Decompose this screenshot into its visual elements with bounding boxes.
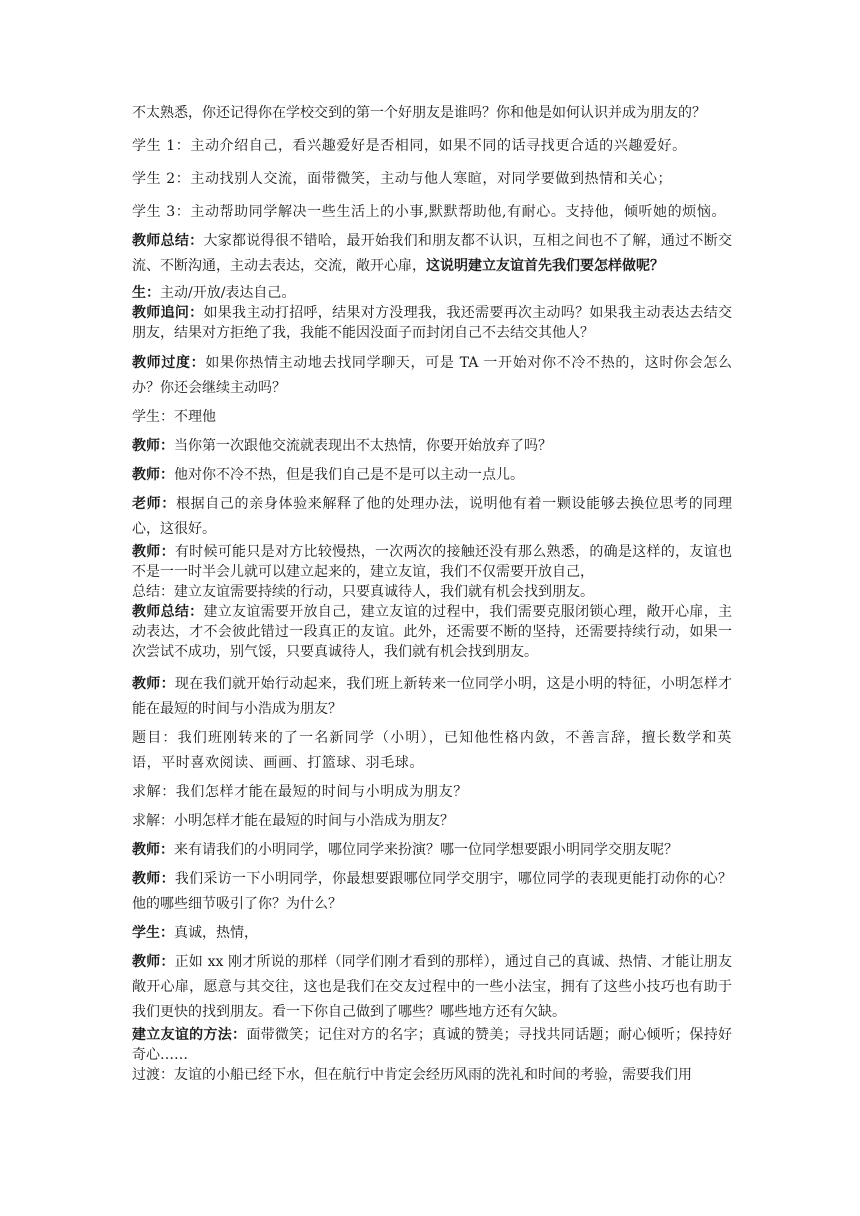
paragraph-teacher-2: 教师：他对你不冷不热，但是我们自己是不是可以主动一点儿。	[132, 467, 524, 483]
paragraph-methods: 建立友谊的方法：面带微笑；记住对方的名字；真诚的赞美；寻找共同话题；耐心倾听；保持好奇心……	[132, 1027, 733, 1063]
speaker-label: 教师：	[132, 954, 175, 970]
paragraph-student-reply: 学生：不理他	[132, 409, 216, 425]
speaker-label: 教师过度：	[132, 355, 206, 371]
paragraph-student-answer: 生：主动/开放/表达自己。	[132, 285, 296, 301]
paragraph-problem: 题目：我们班刚转来的了一名新同学（小明），已知他性格内敛，不善言辞，擅长数学和英语，平时喜欢阅读、画画、打篮球、羽毛球。	[132, 730, 732, 771]
paragraph-teacher-3: 老师：根据自己的亲身体验来解释了他的处理办法，说明他有着一颗设能够去换位思考的同理心，这很好。	[132, 496, 733, 537]
speaker-label: 教师追问：	[132, 305, 204, 321]
paragraph-intro: 不太熟悉，你还记得你在学校交到的第一个好朋友是谁吗？你和他是如何认识并成为朋友的？	[132, 105, 706, 121]
paragraph-transition: 过渡：友谊的小船已经下水，但在航行中肯定会经历风雨的洗礼和时间的考验，需要我们用	[132, 1067, 692, 1083]
paragraph-solve-2: 求解：小明怎样才能在最短的时间与小浩成为朋友？	[132, 813, 454, 829]
paragraph-teacher-6: 教师：来有请我们的小明同学，哪位同学来扮演？哪一位同学想要跟小明同学交朋友呢？	[132, 842, 678, 858]
paragraph-teacher-8: 教师：正如 xx 刚才所说的那样（同学们刚才看到的那样），通过自己的真诚、热情、才能让朋友敞开心扉，愿意与其交往，这也是我们在交友过程中的一些小法宝，拥有了这些小技巧也有助于我们更快的找到朋友。看一下你自己做到了哪些？哪些地方还有欠缺。	[132, 954, 732, 1020]
speaker-label: 教师总结：	[132, 604, 204, 620]
speaker-label: 教师：	[132, 871, 175, 887]
paragraph-teacher-summary-2: 教师总结：建立友谊需要开放自己，建立友谊的过程中，我们需要克服闭锁心理，敞开心扉，主动表达，才不会彼此错过一段真正的友谊。此外，还需要不断的坚持，还需要持续行动，如果一次尝试不成功，别气馁，只要真诚待人，我们就有机会找到朋友。	[132, 604, 733, 660]
paragraph-student-3: 学生 3：主动帮助同学解决一些生活上的小事,默默帮助他,有耐心。支持他，倾听她的烦恼。	[132, 204, 727, 220]
lesson-transcript	[132, 101, 732, 1085]
paragraph-teacher-1: 教师：当你第一次跟他交流就表现出不太热情，你要开始放弃了吗？	[132, 438, 552, 454]
speaker-label: 教师：	[132, 544, 175, 560]
paragraph-solve-1: 求解：我们怎样才能在最短的时间与小明成为朋友？	[132, 784, 468, 800]
paragraph-student-4: 学生：真诚，热情，	[132, 925, 258, 941]
paragraph-summary: 总结：建立友谊需要持续的行动，只要真诚待人，我们就有机会找到朋友。	[132, 584, 594, 600]
paragraph-teacher-7: 教师：我们采访一下小明同学，你最想要跟哪位同学交朋宇，哪位同学的表现更能打动你的心？他的哪些细节吸引了你？为什么？	[132, 871, 733, 912]
speaker-label: 学生：	[132, 925, 174, 941]
speaker-label: 建立友谊的方法：	[132, 1027, 247, 1043]
paragraph-student-1: 学生 1：主动介绍自己，看兴趣爱好是否相同，如果不同的话寻找更合适的兴趣爱好。	[132, 138, 687, 154]
speaker-label: 教师：	[132, 842, 174, 858]
paragraph-teacher-followup: 教师追问：如果我主动打招呼，结果对方没理我，我还需要再次主动吗？如果我主动表达去结交朋友，结果对方拒绝了我，我能不能因没面子而封闭自己不去结交其他人？	[132, 305, 733, 341]
speaker-label: 教师：	[132, 438, 174, 454]
paragraph-student-2: 学生 2：主动找别人交流，面带微笑，主动与他人寒暄，对同学要做到热情和关心；	[132, 171, 673, 187]
paragraph-teacher-summary-1: 教师总结：大家都说得很不错哈，最开始我们和朋友都不认识，互相之间也不了解，通过不断交流、不断沟通，主动去表达，交流，敞开心扉，这说明建立友谊首先我们要怎样做呢？	[132, 233, 733, 274]
paragraph-teacher-5: 教师：现在我们就开始行动起来，我们班上新转来一位同学小明，这是小明的特征，小明怎样才能在最短的时间与小浩成为朋友？	[132, 676, 733, 717]
paragraph-teacher-4: 教师：有时候可能只是对方比较慢热，一次两次的接触还没有那么熟悉，的确是这样的，友谊也不是一一时半会儿就可以建立起来的，建立友谊，我们不仅需要开放自己，	[132, 544, 733, 580]
speaker-label: 教师总结：	[132, 233, 204, 249]
speaker-label: 教师：	[132, 676, 175, 692]
speaker-label: 生：	[132, 285, 160, 301]
speaker-label: 老师：	[132, 496, 176, 512]
paragraph-teacher-transition: 教师过度：如果你热情主动地去找同学聊天，可是 TA 一开始对你不冷不热的，这时你会怎么办？你还会继续主动吗？	[132, 355, 732, 396]
emphasis-question: 这说明建立友谊首先我们要怎样做呢？	[426, 258, 664, 274]
speaker-label: 教师：	[132, 467, 174, 483]
